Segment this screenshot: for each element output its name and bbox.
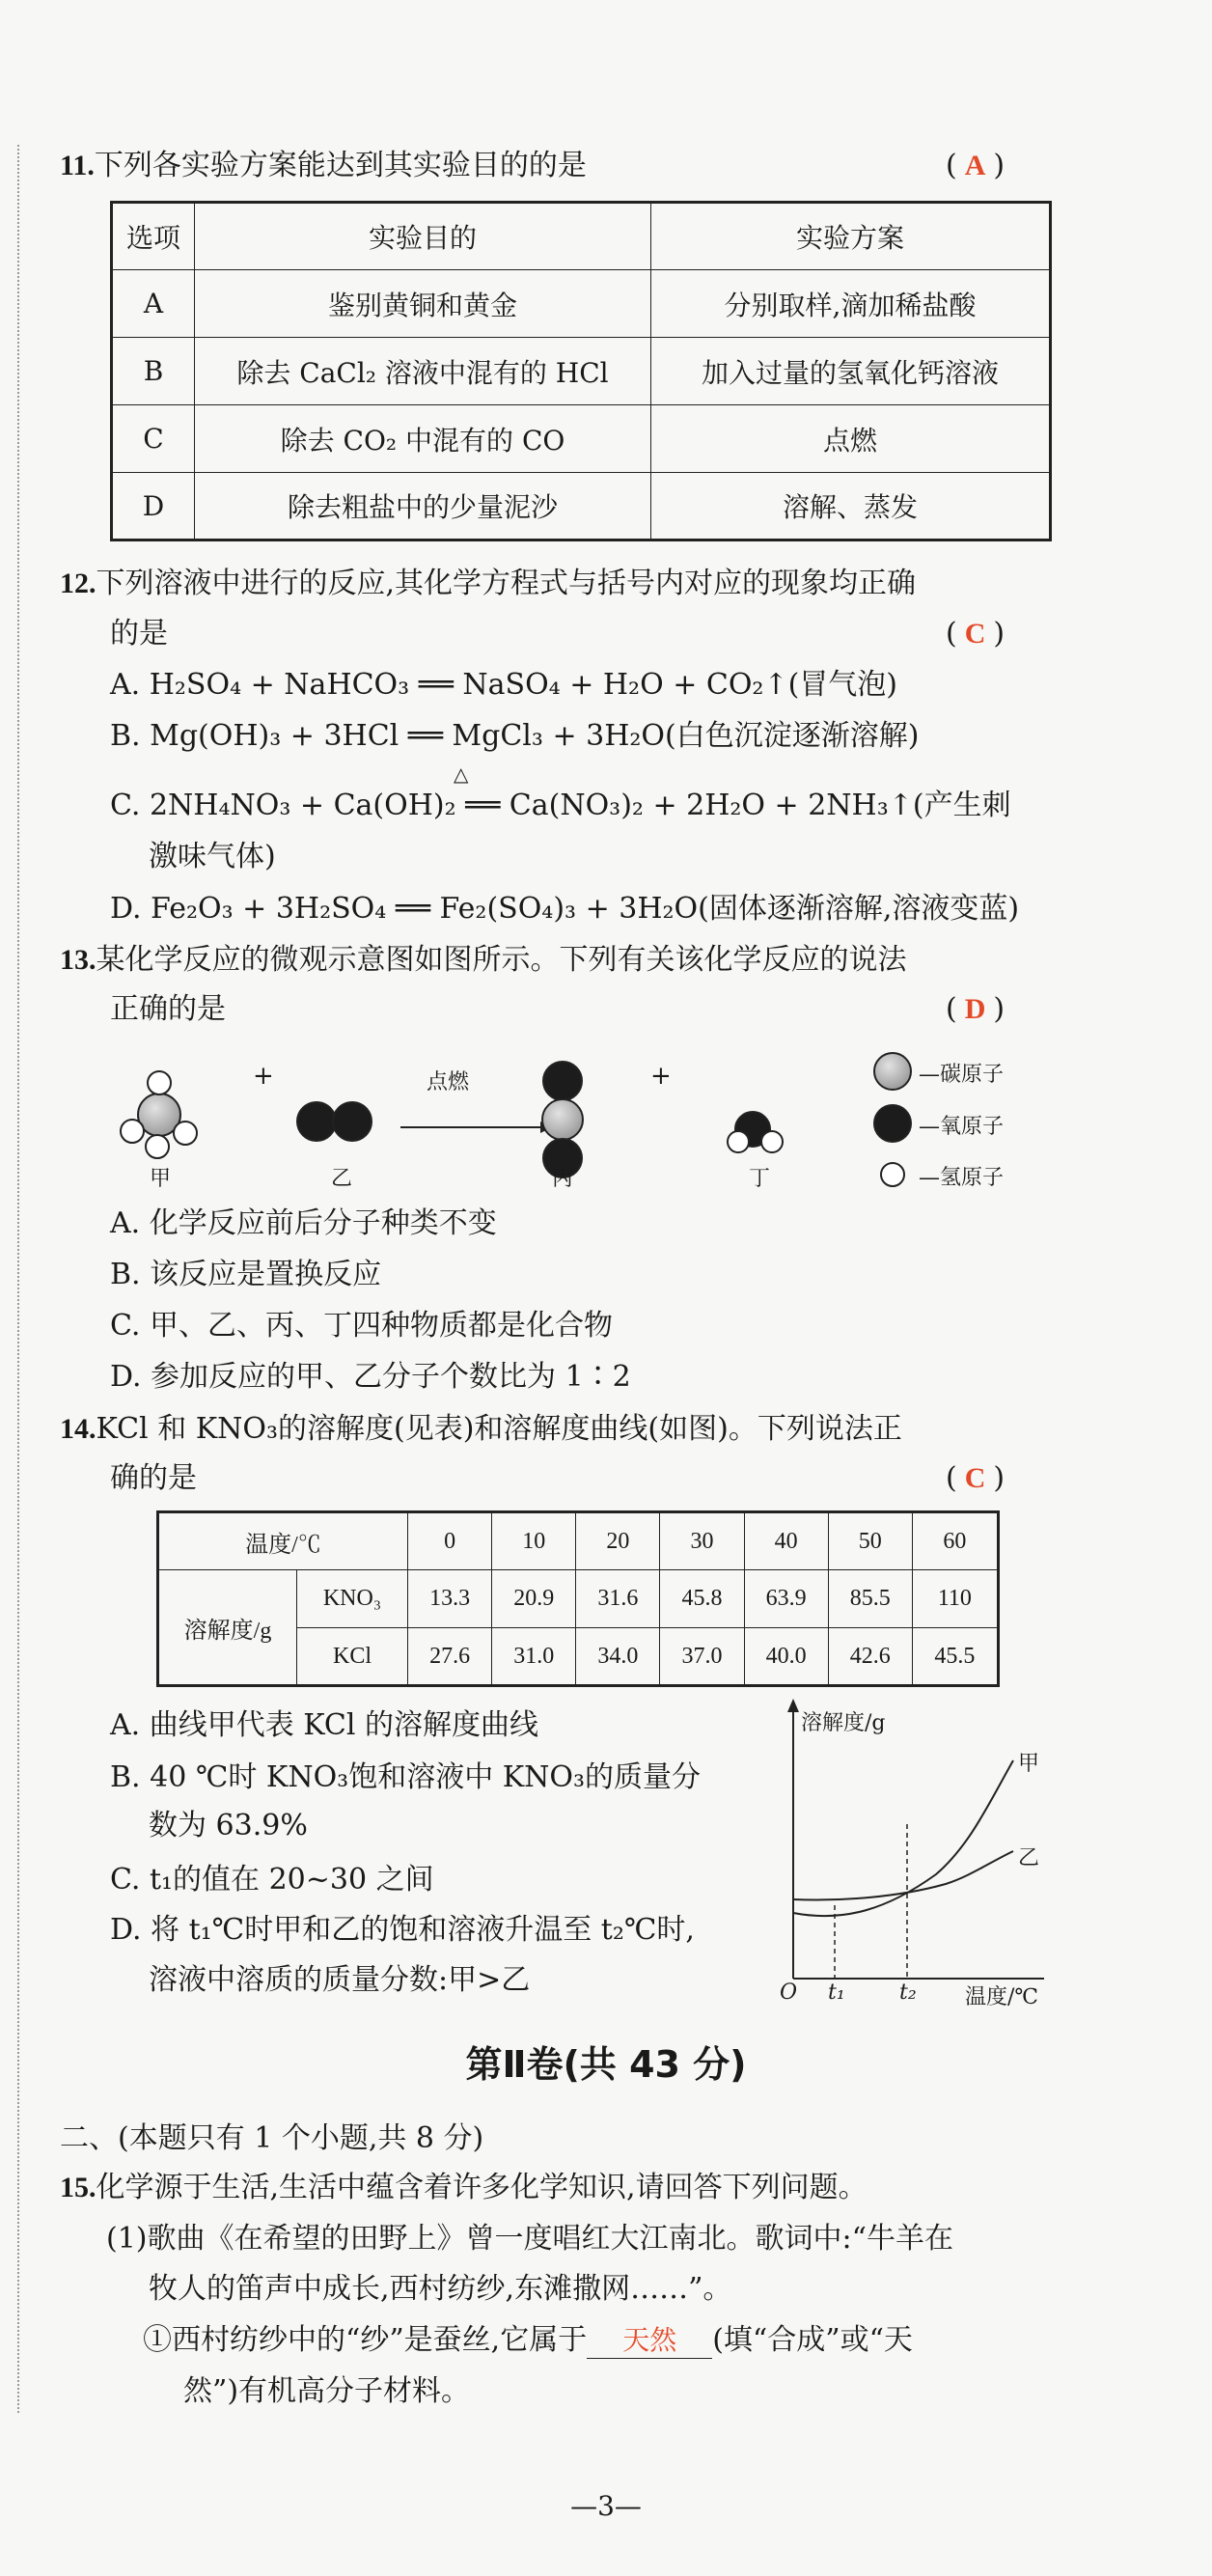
q14-solubility-table xyxy=(156,1510,1000,1687)
q12-answer: ( C ) xyxy=(946,617,1005,651)
table-cell: 分别取样,滴加稀盐酸 xyxy=(651,270,1051,338)
label-bing: 丙 xyxy=(552,1167,574,1191)
table-header: 选项 xyxy=(112,203,195,270)
plus-sign-2: + xyxy=(650,1062,672,1091)
table-header: 0 xyxy=(408,1512,492,1570)
part-heading: 二、(本题只有 1 个小题,共 8 分) xyxy=(60,2121,484,2155)
table-cell: 42.6 xyxy=(828,1628,912,1686)
q12-option-c-cont: 激味气体) xyxy=(149,840,276,873)
q14-answer-letter: C xyxy=(964,1462,986,1494)
molecule-yi xyxy=(297,1102,372,1141)
table-cell: 除去 CaCl₂ 溶液中混有的 HCl xyxy=(195,338,651,405)
table-cell: 31.6 xyxy=(576,1570,660,1628)
table-row-header: KCl xyxy=(297,1628,408,1686)
answer-blank[interactable]: 天然 xyxy=(587,2323,712,2359)
table-cell: 40.0 xyxy=(744,1628,828,1686)
q15-sub1-line1: (1)歌曲《在希望的田野上》曾一度唱红大江南北。歌词中:“牛羊在 xyxy=(106,2222,953,2256)
table-cell: A xyxy=(112,270,195,338)
table-header: 实验方案 xyxy=(651,203,1051,270)
table-row xyxy=(112,473,1051,540)
solubility-curve-graph xyxy=(772,1699,1052,1998)
q12-answer-letter: C xyxy=(964,618,986,650)
q15-number: 15. xyxy=(60,2172,96,2203)
table-cell: D xyxy=(112,473,195,540)
table-header: 20 xyxy=(576,1512,660,1570)
graph-xlabel: 温度/℃ xyxy=(965,1985,1039,2009)
q14-stem-line1: 14.KCl 和 KNO₃的溶解度(见表)和溶解度曲线(如图)。下列说法正 xyxy=(60,1412,902,1446)
table-cell: 加入过量的氢氧化钙溶液 xyxy=(651,338,1051,405)
q11-answer: ( A ) xyxy=(946,149,1005,182)
q13-option-a: A. 化学反应前后分子种类不变 xyxy=(110,1206,497,1240)
table-row xyxy=(158,1570,999,1628)
label-ding: 丁 xyxy=(749,1167,771,1191)
plus-sign-1: + xyxy=(253,1062,274,1091)
curve-label-jia: 甲 xyxy=(1018,1752,1040,1776)
table-cell: 110 xyxy=(912,1570,998,1628)
q13-option-c: C. 甲、乙、丙、丁四种物质都是化合物 xyxy=(110,1309,613,1343)
q15-item1: ①西村纺纱中的“纱”是蚕丝,它属于 天然 (填“合成”或“天 xyxy=(143,2323,913,2357)
legend-hydrogen: —氢原子 xyxy=(919,1166,1005,1190)
table-row xyxy=(158,1512,999,1570)
q11-answer-letter: A xyxy=(964,150,986,181)
graph-ylabel: 溶解度/g xyxy=(801,1711,886,1735)
q13-answer: ( D ) xyxy=(946,992,1005,1026)
table-cell: 27.6 xyxy=(408,1628,492,1686)
q12-stem-line1: 12.下列溶液中进行的反应,其化学方程式与括号内对应的现象均正确 xyxy=(60,567,917,600)
molecule-bing xyxy=(542,1062,583,1177)
table-header: 实验目的 xyxy=(195,203,651,270)
q14-option-a: A. 曲线甲代表 KCl 的溶解度曲线 xyxy=(110,1708,538,1742)
table-cell: 63.9 xyxy=(744,1570,828,1628)
q11-table xyxy=(110,201,1052,541)
q12-option-d: D. Fe₂O₃ + 3H₂SO₄ ══ Fe₂(SO₄)₃ + 3H₂O(固体逐渐溶解,溶液变蓝) xyxy=(110,892,1020,926)
q14-number: 14. xyxy=(60,1413,96,1445)
q13-stem-line2: 正确的是 xyxy=(110,992,226,1026)
legend-atoms xyxy=(874,1053,911,1186)
label-jia: 甲 xyxy=(150,1167,172,1191)
table-cell: 45.8 xyxy=(660,1570,744,1628)
table-cell: 13.3 xyxy=(408,1570,492,1628)
reaction-arrow xyxy=(400,1122,552,1133)
curve-yi xyxy=(793,1851,1013,1899)
table-row-header: 溶解度/g xyxy=(158,1570,297,1686)
q14-option-b: B. 40 ℃时 KNO₃饱和溶液中 KNO₃的质量分 xyxy=(110,1760,702,1794)
page-number: —3— xyxy=(570,2490,642,2522)
legend-carbon: —碳原子 xyxy=(919,1063,1005,1087)
table-cell: B xyxy=(112,338,195,405)
q12-option-c: C. 2NH₄NO₃ + Ca(OH)₂ ══ Ca(NO₃)₂ + 2H₂O + 2NH₃↑(产生刺 xyxy=(110,789,1011,822)
table-cell: 鉴别黄铜和黄金 xyxy=(195,270,651,338)
table-cell: C xyxy=(112,405,195,473)
q15-item1-cont: 然”)有机高分子材料。 xyxy=(183,2374,471,2408)
table-row xyxy=(112,338,1051,405)
arrow-label: 点燃 xyxy=(427,1070,470,1094)
table-cell: 37.0 xyxy=(660,1628,744,1686)
q13-option-d: D. 参加反应的甲、乙分子个数比为 1∶2 xyxy=(110,1360,631,1394)
graph-t2: t₂ xyxy=(899,1980,917,2005)
q14-answer: ( C ) xyxy=(946,1461,1005,1495)
table-row xyxy=(112,203,1051,270)
table-header: 10 xyxy=(492,1512,576,1570)
q14-option-b-cont: 数为 63.9% xyxy=(149,1809,308,1842)
q14-option-c: C. t₁的值在 20~30 之间 xyxy=(110,1863,434,1897)
q13-answer-letter: D xyxy=(964,993,986,1025)
q13-molecule-diagram xyxy=(96,1033,1061,1197)
curve-label-yi: 乙 xyxy=(1018,1846,1040,1870)
q13-stem-line1: 13.某化学反应的微观示意图如图所示。下列有关该化学反应的说法 xyxy=(60,943,907,977)
table-row xyxy=(112,270,1051,338)
heat-triangle-mark: △ xyxy=(454,762,469,786)
graph-t1: t₁ xyxy=(828,1980,845,2005)
q13-number: 13. xyxy=(60,944,96,976)
table-cell: 85.5 xyxy=(828,1570,912,1628)
q15-sub1-line2: 牧人的笛声中成长,西村纺纱,东滩撒网……”。 xyxy=(149,2272,732,2306)
table-cell: 点燃 xyxy=(651,405,1051,473)
q14-option-d-cont: 溶液中溶质的质量分数:甲>乙 xyxy=(149,1963,531,1997)
table-header: 40 xyxy=(744,1512,828,1570)
q12-stem-line2: 的是 xyxy=(110,617,168,651)
table-cell: 20.9 xyxy=(492,1570,576,1628)
table-row xyxy=(112,405,1051,473)
q14-option-d: D. 将 t₁℃时甲和乙的饱和溶液升温至 t₂℃时, xyxy=(110,1913,695,1947)
q11-number: 11. xyxy=(60,150,95,181)
molecule-ding xyxy=(728,1112,783,1152)
graph-origin: O xyxy=(780,1980,798,2005)
q15-stem: 15.化学源于生活,生活中蕴含着许多化学知识,请回答下列问题。 xyxy=(60,2171,868,2204)
table-header: 60 xyxy=(912,1512,998,1570)
q13-option-b: B. 该反应是置换反应 xyxy=(110,1258,382,1291)
q12-number: 12. xyxy=(60,568,96,599)
q12-option-b: B. Mg(OH)₃ + 3HCl ══ MgCl₃ + 3H₂O(白色沉淀逐渐溶解) xyxy=(110,719,920,753)
q12-option-a: A. H₂SO₄ + NaHCO₃ ══ NaSO₄ + H₂O + CO₂↑(冒气泡) xyxy=(110,668,898,702)
table-cell: 溶解、蒸发 xyxy=(651,473,1051,540)
section-title: 第Ⅱ卷(共 43 分) xyxy=(465,2043,747,2086)
q11-stem xyxy=(60,147,587,185)
q11-text: 下列各实验方案能达到其实验目的的是 xyxy=(94,149,587,182)
q14-stem-line2: 确的是 xyxy=(110,1461,197,1495)
table-cell: 45.5 xyxy=(912,1628,998,1686)
table-cell: 除去 CO₂ 中混有的 CO xyxy=(195,405,651,473)
table-header: 50 xyxy=(828,1512,912,1570)
table-row-header: KNO₃ xyxy=(297,1570,408,1628)
table-cell: 除去粗盐中的少量泥沙 xyxy=(195,473,651,540)
molecule-jia xyxy=(121,1071,197,1158)
table-header: 30 xyxy=(660,1512,744,1570)
label-yi: 乙 xyxy=(331,1167,353,1191)
table-cell: 31.0 xyxy=(492,1628,576,1686)
legend-oxygen: —氧原子 xyxy=(919,1115,1005,1139)
table-header: 温度/℃ xyxy=(158,1512,408,1570)
table-cell: 34.0 xyxy=(576,1628,660,1686)
